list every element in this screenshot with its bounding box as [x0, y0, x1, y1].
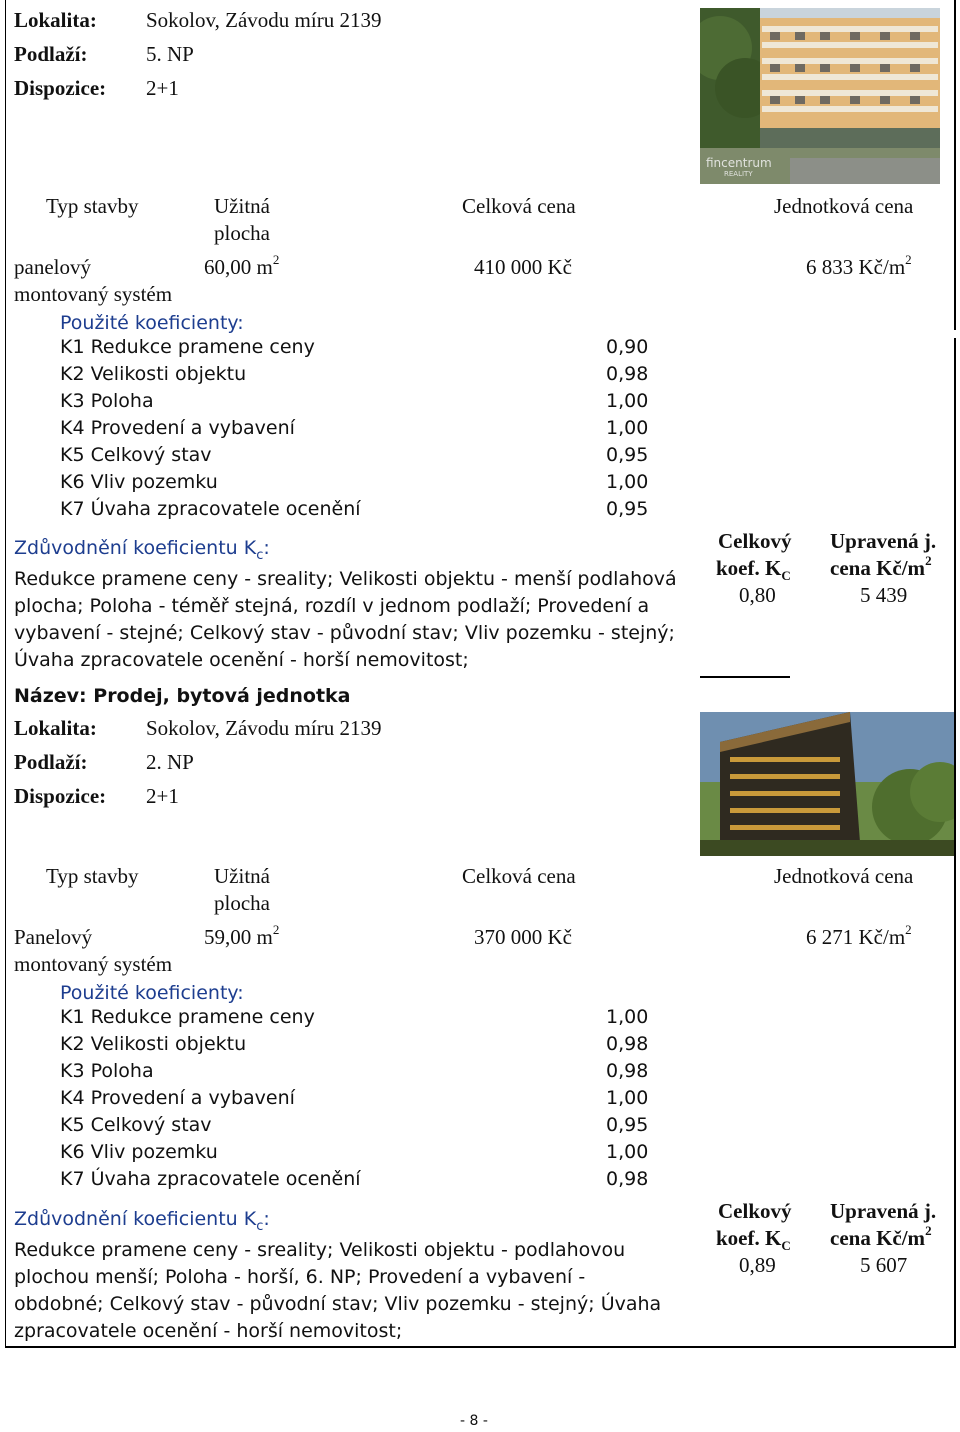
building-photo-image [700, 712, 954, 856]
podlazi-label: Podlaží: [14, 750, 88, 774]
lokalita-value: Sokolov, Závodu míru 2139 [146, 8, 382, 32]
header-typ-stavby: Typ stavby [46, 864, 139, 888]
koef-value: 1,00 [606, 471, 649, 493]
koef-value: 1,00 [606, 1141, 649, 1163]
celkovy-koef-label: Celkový [718, 1199, 792, 1223]
podlazi-value: 5. NP [146, 42, 194, 66]
koef-heading: Použité koeficienty: [60, 312, 244, 334]
jednotkova-cena-value: 6 271 $Kč/m^2$ [806, 922, 912, 949]
koef-label: K7 Úvaha zpracovatele ocenění [60, 1168, 361, 1190]
celkovy-koef-label: Celkový [718, 529, 792, 553]
koef-label: K4 Provedení a vybavení [60, 1087, 295, 1109]
photo-watermark-sub: REALITY [724, 170, 753, 178]
koef-value: 0,98 [606, 1033, 649, 1055]
building-photo [700, 712, 954, 856]
upravena-cena-label: Upravená j. [830, 1199, 937, 1223]
koef-value: 1,00 [606, 390, 649, 412]
koef-value: 0,95 [606, 1114, 649, 1136]
zduvodneni-text: Redukce pramene ceny - sreality; Velikosti objektu - podlahovou plochou menší; Poloha - horší, 6. NP; Provedení a vybavení - obdobné; Celkový stav - původní stav; Vliv pozemku - stejný; Úvaha zpracovatele ocenění - horší nemovitost; [14, 1239, 662, 1342]
koef-label: K5 Celkový stav [60, 444, 212, 466]
koef-value: 1,00 [606, 417, 649, 439]
photo-watermark: fincentrum [706, 156, 772, 170]
building-photo [700, 8, 940, 184]
koef-label: K1 Redukce pramene ceny [60, 1006, 315, 1028]
celkova-cena-value: 370 000 Kč [474, 925, 572, 949]
koef-label: K3 Poloha [60, 1060, 154, 1082]
celkovy-koef-label-line2: koef. $K_C$ [716, 1226, 791, 1254]
koef-label: K5 Celkový stav [60, 1114, 212, 1136]
dispozice-value: 2+1 [146, 784, 179, 808]
header-jednotkova-cena: Jednotková cena [774, 864, 914, 888]
header-celkova-cena: Celková cena [462, 194, 576, 218]
header-typ-stavby: Typ stavby [46, 194, 139, 218]
header-plocha: plocha [214, 221, 270, 245]
koef-label: K6 Vliv pozemku [60, 471, 218, 493]
celkovy-koef-label-line2: koef. $K_C$ [716, 556, 791, 584]
koef-label: K1 Redukce pramene ceny [60, 336, 315, 358]
frame-left-line [5, 0, 6, 1348]
zduvodneni-text: Redukce pramene ceny - sreality; Velikosti objektu - menší podlahová plocha; Poloha - téměř stejná, rozdíl v jednom podlaží; Provedení a vybavení - stejné; Celkový stav - původní stav; Vliv pozemku - stejný; Úvaha zpracovatele ocenění - horší nemovitost; [14, 568, 677, 671]
nazev-title: Název: Prodej, bytová jednotka [14, 685, 351, 707]
dispozice-label: Dispozice: [14, 784, 107, 808]
typ-value-line2: montovaný systém [14, 952, 173, 976]
lokalita-label: Lokalita: [14, 716, 97, 740]
zduvodneni-heading: Zdůvodnění koeficientu $K_c$: [14, 537, 270, 563]
typ-value: panelový [14, 255, 91, 279]
koef-value: 1,00 [606, 1006, 649, 1028]
lokalita-label: Lokalita: [14, 8, 97, 32]
frame-bottom-line [5, 1346, 956, 1348]
plocha-value: 60,00 $m^2$ [204, 252, 280, 279]
upravena-cena-label: Upravená j. [830, 529, 937, 553]
koef-label: K2 Velikosti objektu [60, 1033, 247, 1055]
koef-value: 0,98 [606, 1168, 649, 1190]
koef-value: 1,00 [606, 1087, 649, 1109]
frame-right-line-top [954, 0, 956, 330]
koef-value: 0,95 [606, 498, 649, 520]
koef-label: K6 Vliv pozemku [60, 1141, 218, 1163]
koef-value: 0,95 [606, 444, 649, 466]
podlazi-value: 2. NP [146, 750, 194, 774]
jednotkova-cena-value: 6 833 $Kč/m^2$ [806, 252, 912, 279]
koef-value: 0,98 [606, 363, 649, 385]
koef-heading: Použité koeficienty: [60, 982, 244, 1004]
upravena-cena-label-line2: cena $Kč/m^2$ [830, 553, 932, 580]
upravena-cena-value: 5 607 [860, 1253, 908, 1277]
celkovy-koef-value: 0,89 [739, 1253, 776, 1277]
koef-value: 0,98 [606, 1060, 649, 1082]
koef-label: K4 Provedení a vybavení [60, 417, 295, 439]
upravena-cena-label-line2: cena $Kč/m^2$ [830, 1223, 932, 1250]
koef-label: K7 Úvaha zpracovatele ocenění [60, 498, 361, 520]
page-number: - 8 - [460, 1413, 488, 1429]
typ-value-line2: montovaný systém [14, 282, 173, 306]
zduvodneni-heading: Zdůvodnění koeficientu $K_c$: [14, 1208, 270, 1234]
celkova-cena-value: 410 000 Kč [474, 255, 572, 279]
header-jednotkova-cena: Jednotková cena [774, 194, 914, 218]
frame-right-line-bottom [954, 338, 956, 1348]
koef-label: K3 Poloha [60, 390, 154, 412]
podlazi-label: Podlaží: [14, 42, 88, 66]
header-uzitna: Užitná [214, 194, 270, 218]
header-plocha: plocha [214, 891, 270, 915]
upravena-cena-value: 5 439 [860, 583, 908, 607]
koef-value: 0,90 [606, 336, 649, 358]
typ-value: Panelový [14, 925, 93, 949]
plocha-value: 59,00 $m^2$ [204, 922, 280, 949]
celkovy-koef-value: 0,80 [739, 583, 776, 607]
koef-label: K2 Velikosti objektu [60, 363, 247, 385]
lokalita-value: Sokolov, Závodu míru 2139 [146, 716, 382, 740]
dispozice-value: 2+1 [146, 76, 179, 100]
header-uzitna: Užitná [214, 864, 270, 888]
header-celkova-cena: Celková cena [462, 864, 576, 888]
separator-line [700, 676, 790, 678]
dispozice-label: Dispozice: [14, 76, 107, 100]
